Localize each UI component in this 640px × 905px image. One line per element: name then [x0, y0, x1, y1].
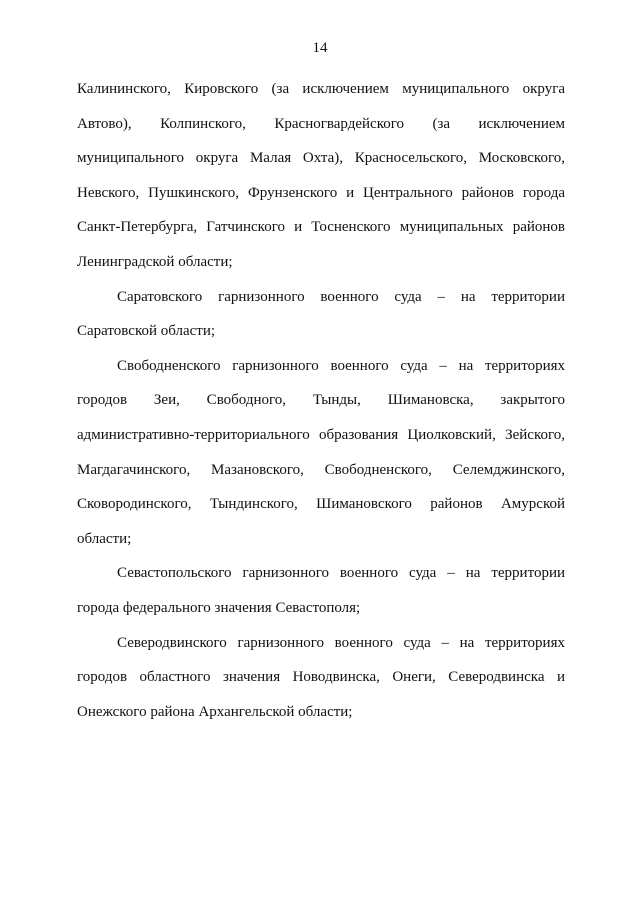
text-line: города федерального значения Севастополя;: [77, 599, 361, 616]
paragraph-sevastopol-court: [77, 563, 565, 618]
text-line: Севастопольского гарнизонного военного суда – на территории: [117, 565, 565, 582]
text-line: Невского, Пушкинского, Фрунзенского и Центрального районов города: [77, 184, 565, 201]
text-line: Саратовского гарнизонного военного суда – на территории: [117, 288, 565, 305]
paragraph-leningrad-continuation: [77, 79, 565, 272]
text-line: Онежского района Архангельской области;: [77, 703, 353, 720]
text-line: Автово), Колпинского, Красногвардейского (за исключением: [77, 115, 565, 132]
text-line: Северодвинского гарнизонного военного суда – на территориях: [117, 634, 565, 651]
paragraph-saratov-court: [77, 287, 565, 342]
text-line: Магдагачинского, Мазановского, Свободненского, Селемджинского,: [77, 461, 565, 478]
paragraph-severodvinsk-court: [77, 633, 565, 722]
text-line: Ленинградской области;: [77, 253, 233, 270]
page-number: 14: [312, 40, 328, 56]
text-line: Санкт-Петербурга, Гатчинского и Тосненского муниципальных районов: [77, 219, 565, 236]
document-body: [77, 79, 565, 736]
paragraph-svobodny-court: [77, 356, 565, 549]
text-line: Свободненского гарнизонного военного суда – на территориях: [117, 357, 565, 374]
text-line: Калининского, Кировского (за исключением муниципального округа: [77, 81, 565, 97]
text-line: области;: [77, 530, 132, 547]
text-line: муниципального округа Малая Охта), Красносельского, Московского,: [77, 150, 565, 167]
text-line: городов областного значения Новодвинска, Онеги, Северодвинска и: [77, 669, 565, 686]
text-line: городов Зеи, Свободного, Тынды, Шимановска, закрытого: [77, 392, 565, 409]
text-line: Саратовской области;: [77, 323, 216, 340]
text-line: Сковородинского, Тындинского, Шимановского районов Амурской: [77, 496, 565, 513]
text-line: административно-территориального образования Циолковский, Зейского,: [77, 426, 565, 443]
